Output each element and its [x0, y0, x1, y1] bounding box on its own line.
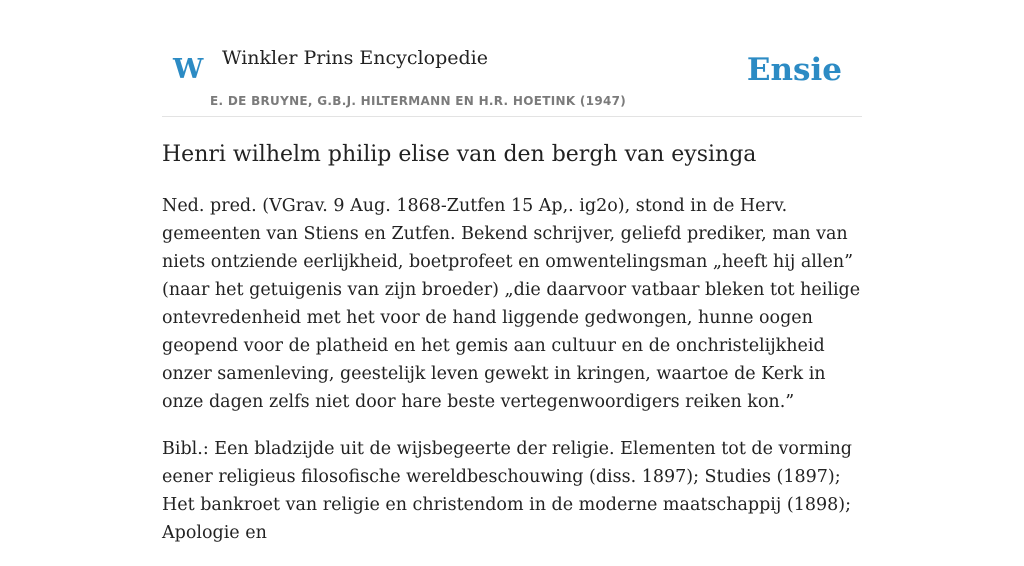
- article-body: [162, 192, 862, 566]
- site-header: [162, 0, 862, 117]
- article-paragraph-bibliography: Bibl.: Een bladzijde uit de wijsbegeerte der religie. Elementen tot de vorming eener religieus filosofische wereldbeschouwing (diss. 1897); Studies (1897); Het bankroet van religie en christendom in de moderne maatschappij (1898); Apologie en: [162, 439, 852, 543]
- article-title: Henri wilhelm philip elise van den bergh van eysinga: [162, 142, 757, 167]
- ensie-brand-link[interactable]: Ensie: [746, 52, 842, 88]
- winkler-prins-logo[interactable]: W: [173, 54, 204, 85]
- article-paragraph-description: Ned. pred. (VGrav. 9 Aug. 1868-Zutfen 15 Ap,. ig2o), stond in de Herv. gemeenten van Stiens en Zutfen. Bekend schrijver, geliefd prediker, man van niets ontziende eerlijkheid, boetprofeet en omwentelingsman „heeft hij allen” (naar het getuigenis van zijn broeder) „die daarvoor vatbaar bleken tot heilige ontevredenheid met het voor de hand liggende gedwongen, hunne oogen geopend voor de platheid en het gemis aan cultuur en de onchristelijkheid onzer samenleving, geestelijk leven gewekt in kringen, waartoe de Kerk in onze dagen zelfs niet door hare beste vertegenwoordigers reiken kon.”: [162, 196, 861, 412]
- publication-authors: E. DE BRUYNE, G.B.J. HILTERMANN EN H.R. HOETINK (1947): [210, 94, 627, 108]
- publication-title[interactable]: Winkler Prins Encyclopedie: [222, 47, 488, 69]
